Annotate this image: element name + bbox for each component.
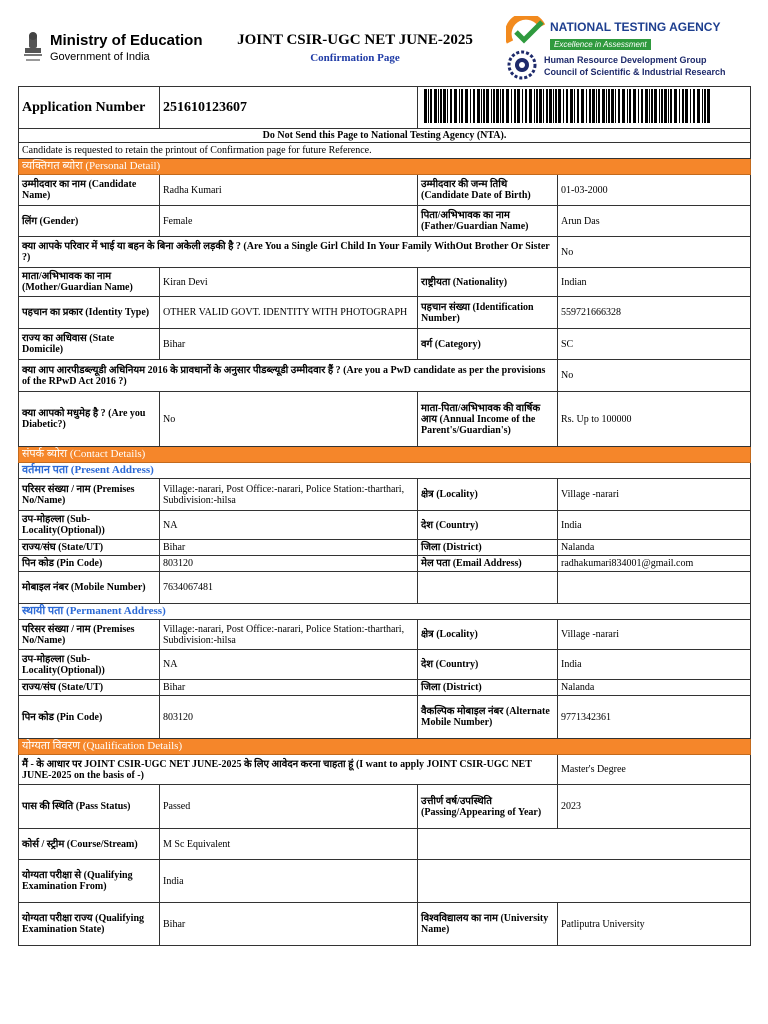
- exam-from-label: योग्यता परीक्षा से (Qualifying Examination From): [19, 860, 160, 903]
- table-row: [19, 829, 751, 860]
- category-label: वर्ग (Category): [418, 329, 558, 360]
- exam-state-label: योग्यता परीक्षा राज्य (Qualifying Examination State): [19, 903, 160, 946]
- basis-value: Master's Degree: [558, 755, 751, 785]
- p-locality-label: क्षेत्र (Locality): [418, 620, 558, 650]
- section-contact: [19, 447, 751, 463]
- barcode-bar: [447, 89, 448, 123]
- nta-logo-icon: [506, 16, 550, 48]
- id-number-label: पहचान संख्या (Identification Number): [418, 297, 558, 329]
- dob-label: उम्मीदवार की जन्म तिथि (Candidate Date of Birth): [418, 175, 558, 206]
- table-row: [19, 755, 751, 785]
- barcode-bar: [440, 89, 442, 123]
- barcode-bar: [654, 89, 657, 123]
- id-type-value: OTHER VALID GOVT. IDENTITY WITH PHOTOGRAPH: [160, 297, 418, 329]
- barcode-bar: [443, 89, 446, 123]
- barcode-bar: [454, 89, 457, 123]
- sublocality-value: NA: [160, 511, 418, 540]
- alt-mobile-value: 9771342361: [558, 696, 751, 739]
- basis-label: मैं - के आधार पर JOINT CSIR-UGC NET JUNE-2025 के लिए आवेदन करना चाहता हूं (I want to apply JOINT CSIR-UGC NET JUNE-2025 on the basis of -): [19, 755, 558, 785]
- table-row: [19, 620, 751, 650]
- id-number-value: 559721666328: [558, 297, 751, 329]
- notice-row: [19, 129, 751, 143]
- mobile-label: मोबाइल नंबर (Mobile Number): [19, 572, 160, 604]
- permanent-address-heading: स्थायी पता (Permanent Address): [19, 604, 751, 620]
- mobile-value: 7634067481: [160, 572, 418, 604]
- p-pin-value: 803120: [160, 696, 418, 739]
- csir-name: [544, 54, 726, 78]
- income-value: Rs. Up to 100000: [558, 392, 751, 447]
- country-label: देश (Country): [418, 511, 558, 540]
- barcode-bar: [558, 89, 561, 123]
- ministry-title: Ministry of Education: [50, 32, 203, 49]
- barcode-bar: [502, 89, 504, 123]
- table-row: [19, 696, 751, 739]
- confirmation-table: [18, 86, 751, 946]
- barcode-bar: [670, 89, 672, 123]
- p-district-label: जिला (District): [418, 680, 558, 696]
- section-personal: [19, 159, 751, 175]
- barcode-bar: [553, 89, 554, 123]
- barcode-bar: [546, 89, 548, 123]
- table-row: [19, 860, 751, 903]
- table-row: [19, 556, 751, 572]
- single-girl-label: क्या आपके परिवार में भाई या बहन के बिना अकेली लड़की है ? (Are You a Single Girl Child In Your Family WithOut Brother Or Sister ?): [19, 237, 558, 268]
- table-row: [19, 237, 751, 268]
- barcode-bar: [517, 89, 520, 123]
- barcode-bar: [707, 89, 710, 123]
- barcode-bar: [592, 89, 595, 123]
- income-label: माता-पिता/अभिभावक की वार्षिक आय (Annual Income of the Parent's/Guardian's): [418, 392, 558, 447]
- barcode-bar: [493, 89, 495, 123]
- barcode-bar: [608, 89, 610, 123]
- mother-label: माता/अभिभावक का नाम (Mother/Guardian Name): [19, 268, 160, 297]
- pass-status-value: Passed: [160, 785, 418, 829]
- table-row: [19, 572, 751, 604]
- exam-state-value: Bihar: [160, 903, 418, 946]
- course-value: M Sc Equivalent: [160, 829, 418, 860]
- barcode-bar: [486, 89, 489, 123]
- ministry-logo-block: [18, 30, 208, 70]
- p-premises-label: परिसर संख्या / नाम (Premises No/Name): [19, 620, 160, 650]
- nta-tagline: Excellence in Assessment: [550, 39, 651, 50]
- empty-cell: [418, 829, 751, 860]
- barcode-bar: [615, 89, 616, 123]
- sublocality-label: उप-मोहल्ला (Sub-Locality(Optional)): [19, 511, 160, 540]
- table-row: [19, 297, 751, 329]
- diabetic-label: क्या आपको मधुमेह है ? (Are you Diabetic?): [19, 392, 160, 447]
- present-address-heading: वर्तमान पता (Present Address): [19, 463, 751, 479]
- barcode-bar: [549, 89, 552, 123]
- empty-cell: [418, 572, 558, 604]
- barcode-bar: [430, 89, 432, 123]
- nta-brand: [550, 20, 720, 52]
- p-premises-value: Village:-narari, Post Office:-narari, Police Station:-tharthari, Subdivision:-hilsa: [160, 620, 418, 650]
- barcode-bar: [638, 89, 639, 123]
- exam-from-value: India: [160, 860, 418, 903]
- p-state-label: राज्य/संघ (State/UT): [19, 680, 160, 696]
- barcode-bar: [438, 89, 439, 123]
- section-personal-title: व्यक्तिगत ब्योरा (Personal Detail): [19, 159, 751, 175]
- candidate-name-value: Radha Kumari: [160, 175, 418, 206]
- barcode-bar: [522, 89, 523, 123]
- do-not-send-notice: Do Not Send this Page to National Testing Agency (NTA).: [19, 129, 751, 143]
- csir-line-1: Human Resource Development Group: [544, 55, 707, 65]
- district-value: Nalanda: [558, 540, 751, 556]
- barcode-bar: [543, 89, 544, 123]
- father-label: पिता/अभिभावक का नाम (Father/Guardian Name): [418, 206, 558, 237]
- barcode-bar: [693, 89, 695, 123]
- barcode-bar: [570, 89, 573, 123]
- barcode-bar: [690, 89, 691, 123]
- barcode-bar: [602, 89, 605, 123]
- present-address-row: [19, 463, 751, 479]
- pwd-label: क्या आप आरपीडब्ल्यूडी अधिनियम 2016 के प्रावधानों के अनुसार पीडब्ल्यूडी उम्मीदवार हैं ? (Are you a PwD candidate as per the provisions of the RPwD Act 2016 ?): [19, 360, 558, 392]
- pass-status-label: पास की स्थिति (Pass Status): [19, 785, 160, 829]
- barcode-bar: [511, 89, 512, 123]
- barcode-bar: [659, 89, 660, 123]
- barcode-bar: [641, 89, 643, 123]
- barcode-bar: [491, 89, 492, 123]
- table-row: [19, 650, 751, 680]
- application-number: 251610123607: [160, 87, 418, 129]
- country-value: India: [558, 511, 751, 540]
- category-value: SC: [558, 329, 751, 360]
- state-label: राज्य/संघ (State/UT): [19, 540, 160, 556]
- section-qualification-title: योग्यता विवरण (Qualification Details): [19, 739, 751, 755]
- permanent-address-row: [19, 604, 751, 620]
- mother-value: Kiran Devi: [160, 268, 418, 297]
- barcode-bar: [679, 89, 680, 123]
- pwd-value: No: [558, 360, 751, 392]
- p-country-value: India: [558, 650, 751, 680]
- barcode-bar: [434, 89, 437, 123]
- nationality-value: Indian: [558, 268, 751, 297]
- course-label: कोर्स / स्ट्रीम (Course/Stream): [19, 829, 160, 860]
- pin-value: 803120: [160, 556, 418, 572]
- table-row: [19, 268, 751, 297]
- ministry-subtitle: Government of India: [50, 51, 150, 63]
- barcode-bar: [539, 89, 542, 123]
- barcode-bar: [481, 89, 482, 123]
- p-pin-label: पिन कोड (Pin Code): [19, 696, 160, 739]
- barcode-bar: [651, 89, 653, 123]
- barcode-bar: [685, 89, 688, 123]
- gender-label: लिंग (Gender): [19, 206, 160, 237]
- p-sublocality-value: NA: [160, 650, 418, 680]
- table-row: [19, 903, 751, 946]
- domicile-label: राज्य का अधिवास (State Domicile): [19, 329, 160, 360]
- barcode-bar: [450, 89, 452, 123]
- barcode-bar: [470, 89, 471, 123]
- district-label: जिला (District): [418, 540, 558, 556]
- nationality-label: राष्ट्रीयता (Nationality): [418, 268, 558, 297]
- barcode-bar: [529, 89, 532, 123]
- barcode-bar: [645, 89, 648, 123]
- premises-label: परिसर संख्या / नाम (Premises No/Name): [19, 479, 160, 511]
- locality-value: Village -narari: [558, 479, 751, 511]
- barcode-bar: [589, 89, 591, 123]
- premises-value: Village:-narari, Post Office:-narari, Police Station:-tharthari, Subdivision:-hilsa: [160, 479, 418, 511]
- barcode-bar: [606, 89, 607, 123]
- page-header: [0, 0, 768, 84]
- table-row: [19, 680, 751, 696]
- domicile-value: Bihar: [160, 329, 418, 360]
- barcode-bar: [536, 89, 538, 123]
- barcode-cell: [418, 87, 751, 129]
- table-row: [19, 206, 751, 237]
- table-row: [19, 479, 751, 511]
- email-value: radhakumari834001@gmail.com: [558, 556, 751, 572]
- barcode-bar: [465, 89, 468, 123]
- barcode-bar: [682, 89, 684, 123]
- table-row: [19, 360, 751, 392]
- barcode-bar: [661, 89, 663, 123]
- barcode-bar: [459, 89, 460, 123]
- barcode-icon: [422, 89, 710, 123]
- barcode-bar: [555, 89, 557, 123]
- application-number-label: Application Number: [19, 87, 160, 129]
- barcode-bar: [627, 89, 628, 123]
- barcode-bar: [534, 89, 535, 123]
- table-row: [19, 329, 751, 360]
- barcode-bar: [633, 89, 636, 123]
- diabetic-value: No: [160, 392, 418, 447]
- university-value: Patliputra University: [558, 903, 751, 946]
- barcode-bar: [668, 89, 669, 123]
- barcode-bar: [577, 89, 579, 123]
- empty-cell: [558, 572, 751, 604]
- national-emblem-icon: [18, 30, 48, 66]
- barcode-bar: [496, 89, 499, 123]
- retain-note: Candidate is requested to retain the printout of Confirmation page for future Reference.: [19, 143, 751, 159]
- barcode-bar: [566, 89, 568, 123]
- p-sublocality-label: उप-मोहल्ला (Sub-Locality(Optional)): [19, 650, 160, 680]
- csir-logo-icon: [506, 50, 538, 80]
- pin-label: पिन कोड (Pin Code): [19, 556, 160, 572]
- barcode-bar: [428, 89, 429, 123]
- empty-cell: [418, 860, 751, 903]
- gender-value: Female: [160, 206, 418, 237]
- barcode-bar: [581, 89, 584, 123]
- p-country-label: देश (Country): [418, 650, 558, 680]
- id-type-label: पहचान का प्रकार (Identity Type): [19, 297, 160, 329]
- table-row: [19, 175, 751, 206]
- barcode-bar: [702, 89, 703, 123]
- p-state-value: Bihar: [160, 680, 418, 696]
- barcode-bar: [596, 89, 597, 123]
- barcode-bar: [629, 89, 631, 123]
- university-label: विश्वविद्यालय का नाम (University Name): [418, 903, 558, 946]
- barcode-bar: [506, 89, 509, 123]
- year-label: उत्तीर्ण वर्ष/उपस्थिति (Passing/Appearing of Year): [418, 785, 558, 829]
- dob-value: 01-03-2000: [558, 175, 751, 206]
- csir-line-2: Council of Scientific & Industrial Research: [544, 67, 726, 77]
- barcode-bar: [674, 89, 677, 123]
- table-row: [19, 785, 751, 829]
- barcode-bar: [586, 89, 587, 123]
- barcode-bar: [618, 89, 620, 123]
- barcode-bar: [611, 89, 614, 123]
- barcode-bar: [563, 89, 564, 123]
- barcode-bar: [424, 89, 427, 123]
- barcode-bar: [574, 89, 575, 123]
- title-block: [210, 32, 500, 64]
- p-locality-value: Village -narari: [558, 620, 751, 650]
- page-title: Confirmation Page: [310, 52, 400, 64]
- single-girl-value: No: [558, 237, 751, 268]
- barcode-bar: [704, 89, 706, 123]
- barcode-bar: [664, 89, 667, 123]
- barcode-bar: [598, 89, 600, 123]
- barcode-bar: [622, 89, 625, 123]
- table-row: [19, 540, 751, 556]
- barcode-bar: [483, 89, 485, 123]
- barcode-bar: [525, 89, 527, 123]
- alt-mobile-label: वैकल्पिक मोबाइल नंबर (Alternate Mobile Number): [418, 696, 558, 739]
- p-district-value: Nalanda: [558, 680, 751, 696]
- email-label: मेल पता (Email Address): [418, 556, 558, 572]
- table-row: [19, 511, 751, 540]
- section-qualification: [19, 739, 751, 755]
- barcode-bar: [649, 89, 650, 123]
- barcode-bar: [500, 89, 501, 123]
- barcode-bar: [697, 89, 700, 123]
- barcode-bar: [473, 89, 475, 123]
- barcode-bar: [477, 89, 480, 123]
- locality-label: क्षेत्र (Locality): [418, 479, 558, 511]
- father-value: Arun Das: [558, 206, 751, 237]
- barcode-bar: [514, 89, 516, 123]
- nta-name: NATIONAL TESTING AGENCY: [550, 20, 721, 34]
- table-row: [19, 392, 751, 447]
- retain-row: [19, 143, 751, 159]
- barcode-bar: [461, 89, 463, 123]
- state-value: Bihar: [160, 540, 418, 556]
- year-value: 2023: [558, 785, 751, 829]
- candidate-name-label: उम्मीदवार का नाम (Candidate Name): [19, 175, 160, 206]
- application-row: [19, 87, 751, 129]
- section-contact-title: संपर्क ब्योरा (Contact Details): [19, 447, 751, 463]
- exam-title: JOINT CSIR-UGC NET JUNE-2025: [237, 32, 473, 48]
